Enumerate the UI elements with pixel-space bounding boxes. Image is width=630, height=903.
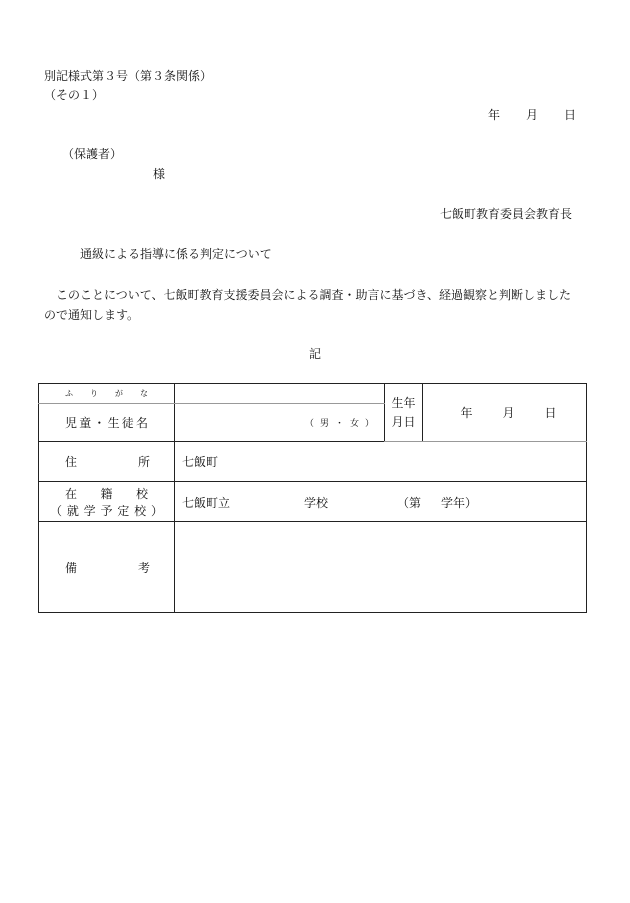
date-month-label: 月 (526, 108, 539, 122)
address-label: 住 所 (65, 455, 150, 469)
furigana-input-cell[interactable] (175, 384, 385, 404)
birthdate-label-line1: 生年 (391, 395, 416, 410)
body-line-1: このことについて、七飯町教育支援委員会による調査・助言に基づき、経過観察と判断しました (56, 288, 572, 302)
subject-line: 通級による指導に係る判定について (80, 247, 272, 261)
gender-options: （ 男 ・ 女 ） (304, 419, 374, 429)
birth-day-label: 日 (544, 406, 557, 420)
remarks-label-cell (39, 522, 175, 613)
school-label-line1: 在 籍 校 (65, 486, 148, 501)
body-line-2: ので通知します。 (44, 308, 140, 322)
birthdate-label-line2: 月日 (391, 414, 416, 429)
form-number: 別記様式第３号（第３条関係） (44, 69, 213, 83)
school-suffix: 学校 (304, 495, 329, 510)
furigana-label-cell (39, 384, 175, 404)
honorific-sama: 様 (153, 167, 166, 181)
date-day-label: 日 (564, 108, 577, 122)
grade-prefix: （第 (397, 495, 422, 510)
school-label-line2: （ 就 学 予 定 校 ） (50, 503, 163, 518)
birthdate-value-cell[interactable] (423, 384, 587, 442)
address-value: 七飯町 (182, 455, 219, 469)
date-year-label: 年 (488, 108, 501, 122)
sender-title: 七飯町教育委員会教育長 (440, 207, 573, 221)
student-info-table (38, 383, 587, 613)
birthdate-label-cell (385, 384, 423, 442)
furigana-label: ふ り が な (65, 389, 148, 398)
school-label-cell (39, 482, 175, 522)
student-name-input-cell[interactable] (175, 404, 385, 442)
student-name-label: 児 童 ・ 生 徒 名 (65, 416, 148, 430)
remarks-label: 備 考 (65, 560, 150, 575)
ki-heading: 記 (309, 347, 322, 361)
guardian-label: （保護者） (62, 147, 123, 161)
school-town-prefix: 七飯町立 (182, 495, 231, 510)
form-sub-number: （その１） (44, 88, 105, 102)
address-label-cell (39, 442, 175, 482)
student-name-label-cell (39, 404, 175, 442)
birth-year-label: 年 (460, 406, 473, 420)
school-value-cell[interactable] (175, 482, 587, 522)
address-value-cell[interactable] (175, 442, 587, 482)
birth-month-label: 月 (502, 406, 515, 420)
grade-suffix: 学年） (441, 495, 478, 510)
remarks-value-cell[interactable] (175, 522, 587, 613)
